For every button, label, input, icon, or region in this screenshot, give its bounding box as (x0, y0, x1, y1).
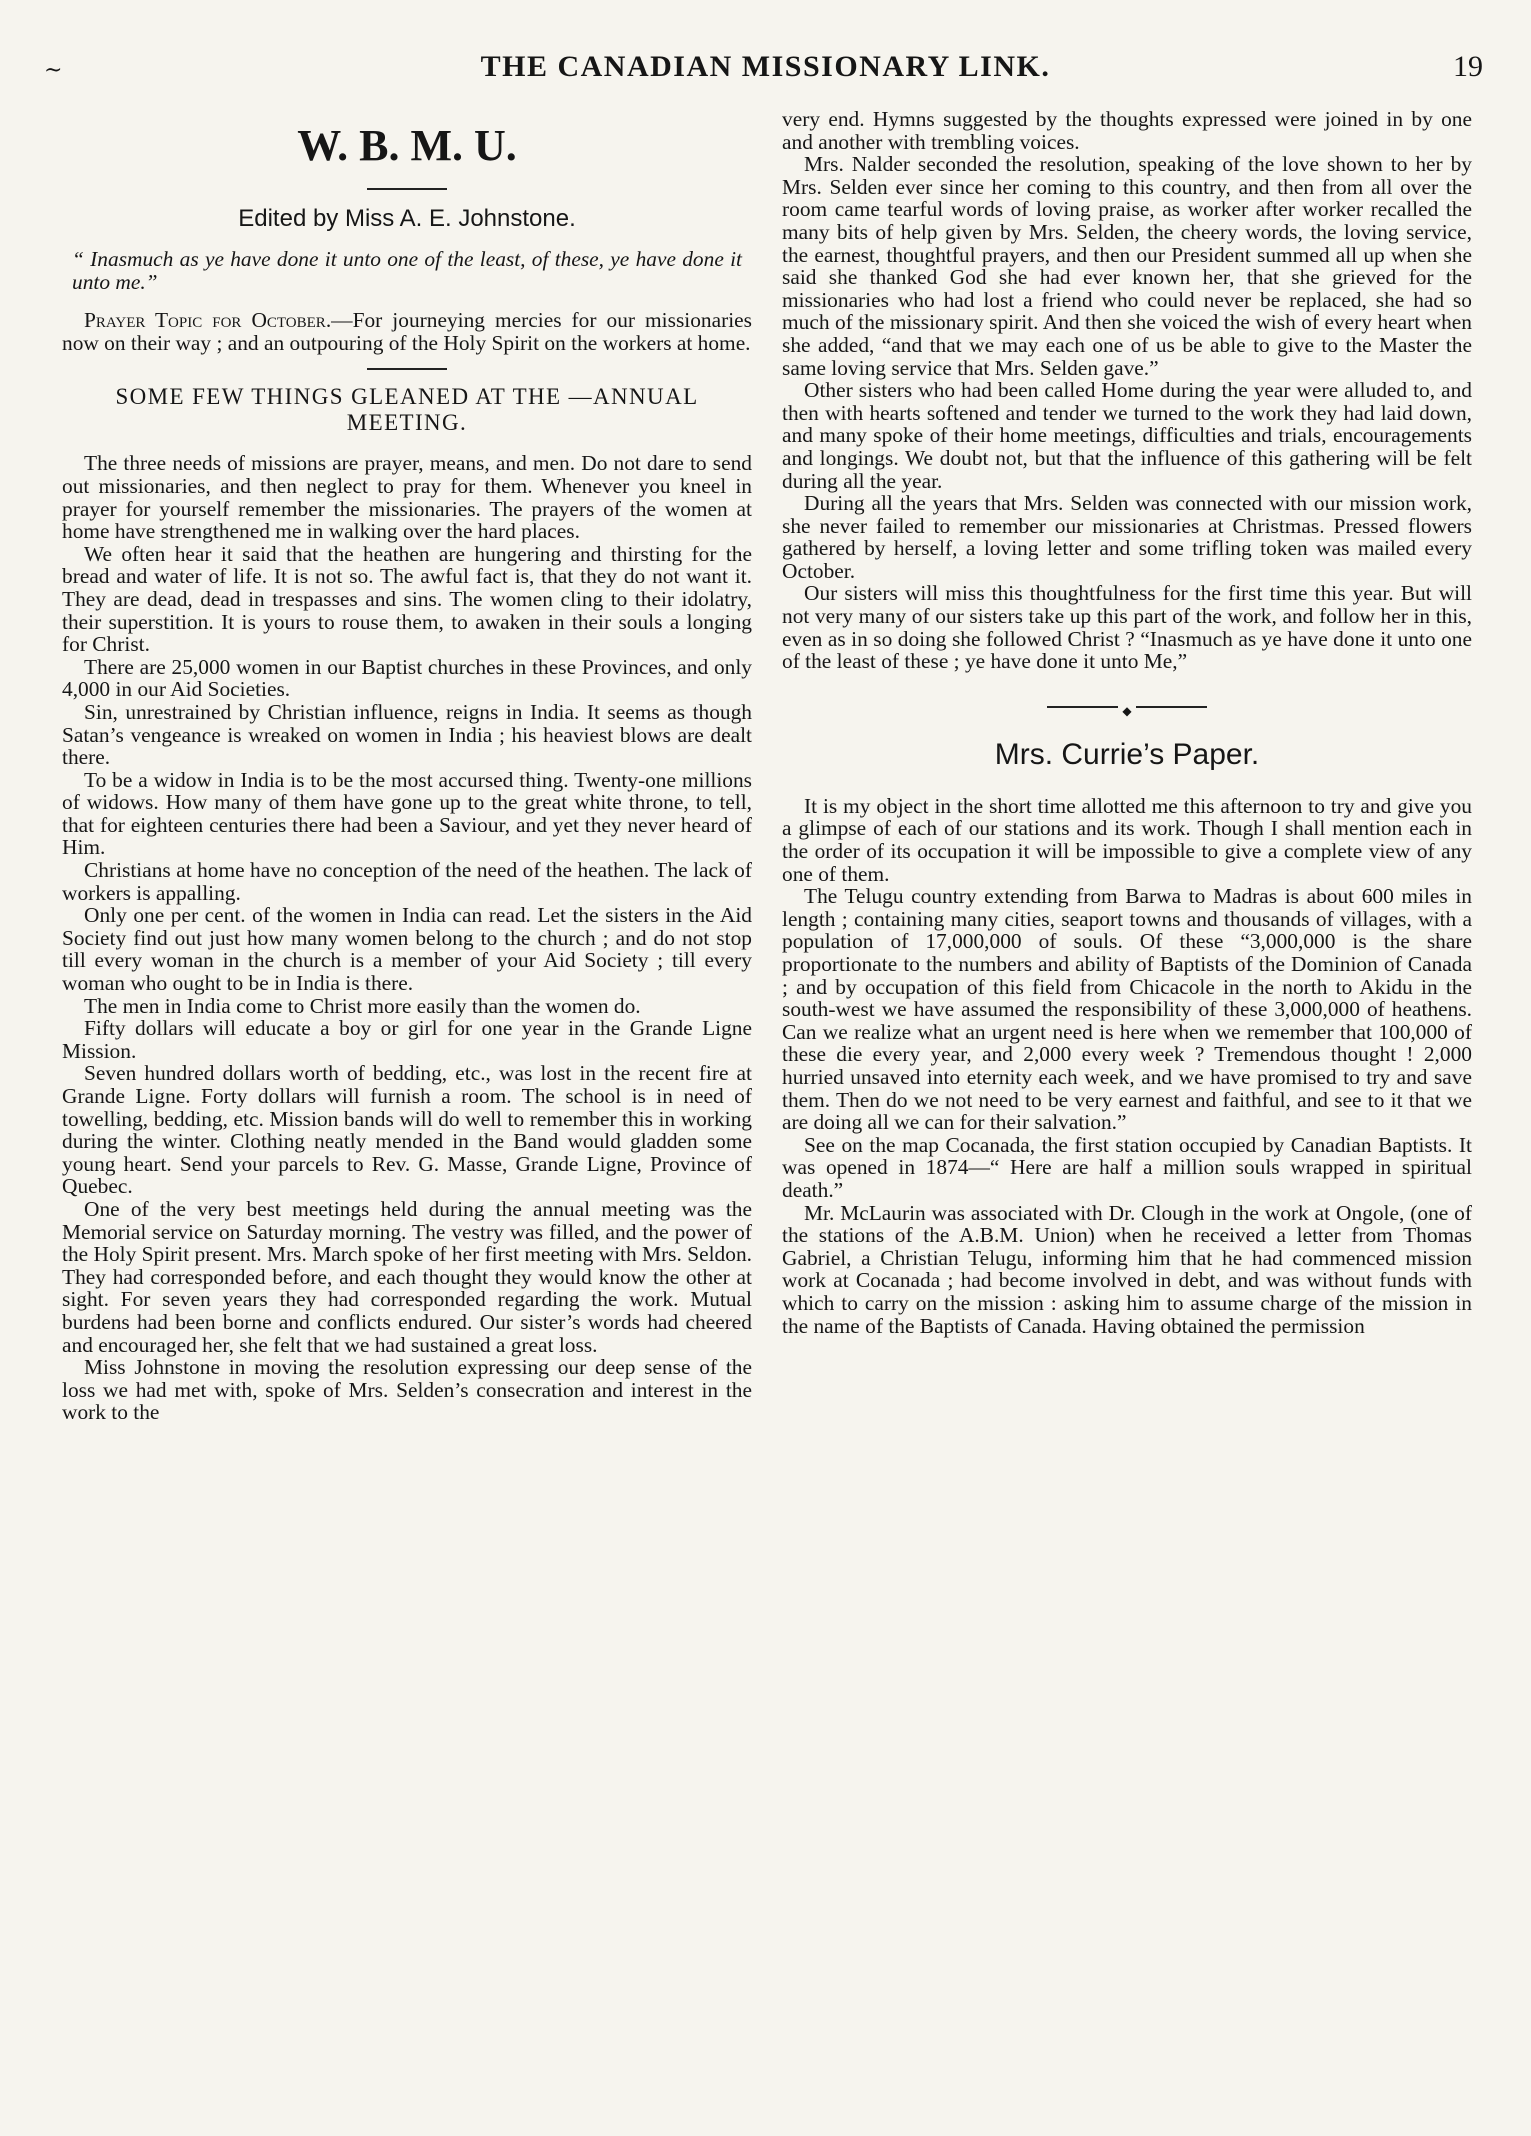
paragraph: See on the map Cocanada, the first station occupied by Canadian Baptists. It was opened in 1874—“ Here are half a million souls wrapped in spiritual death.” (782, 1132, 1472, 1202)
paper-title: Mrs. Currie’s Paper. (994, 737, 1260, 771)
paragraph: There are 25,000 women in our Baptist churches in these Provinces, and only 4,000 in our Aid Societies. (62, 654, 752, 702)
decorative-dash: ~ (44, 58, 63, 83)
paragraph: Christians at home have no conception of the need of the heathen. The lack of workers is appalling. (62, 858, 752, 905)
paragraph: Fifty dollars will educate a boy or girl for one year in the Grande Ligne Mission. (62, 1016, 752, 1063)
paragraph: It is my object in the short time allotted me this afternoon to try and give you a glimpse of each of our stations and its work. Though I shall mention each in the order of its occupation it will be impossible to give a complete view of any one of them. (782, 793, 1472, 886)
paragraph: The men in India come to Christ more easily than the women do. (84, 993, 641, 1018)
divider (367, 368, 447, 370)
paragraph: To be a widow in India is to be the most accursed thing. Twenty-one millions of widows. How many of them have gone up to the great white throne, to tell, that for eighteen centuries there had been a Saviour, and yet they never heard of Him. (62, 767, 752, 860)
divider (367, 188, 447, 190)
right-column (782, 108, 1472, 2106)
paragraph: Sin, unrestrained by Christian influence, reigns in India. It seems as though Satan’s vengeance is wreaked on women in India ; his heaviest blows are dealt there. (62, 699, 752, 770)
prayer-topic-text: —For journeying mercies for our missionaries now on their way ; and an outpouring of the Holy Spirit on the workers at home. (62, 308, 752, 355)
motto: “ Inasmuch as ye have done it unto one of the least, of these, ye have done it unto me.” (72, 247, 742, 294)
diamond-ornament-icon: ◆ (1118, 704, 1135, 718)
paragraph: very end. Hymns suggested by the thoughts expressed were joined in by one and another with trembling voices. (782, 108, 1472, 154)
ornamental-divider (1047, 703, 1207, 718)
editor-line: Edited by Miss A. E. Johnstone. (238, 205, 576, 232)
paragraph: The Telugu country extending from Barwa to Madras is about 600 miles in length ; containing many cities, seaport towns and thousands of villages, with a population of 17,000,000 of souls. Of these “3,000,000 is the share proportionate to the numbers and ability of Baptists of the Dominion of Canada ; and by occupation of this field from Chicacole in the north to Akidu in the south-west we have assumed the responsibility of these 3,000,000 of heathens. Can we realize what an urgent need is here when we remember that 100,000 of these die every year, and 2,000 every week ? Tremendous thought ! 2,000 hurried unsaved into eternity each week, and we have promised to try and save them. Then do we not need to be very earnest and faithful, and see to it that we are doing all we can for their salvation.” (782, 884, 1472, 1135)
paragraph: Seven hundred dollars worth of bedding, etc., was lost in the recent fire at Grande Ligne. Forty dollars will furnish a room. The school is in need of towelling, bedding, etc. Mission bands will do well to remember this in working during the winter. Clothing neatly mended in the Band would gladden some young heart. Send your parcels to Rev. G. Masse, Grande Ligne, Province of Quebec. (62, 1061, 752, 1199)
prayer-topic-label: Prayer Topic for October. (84, 308, 332, 333)
paragraph: One of the very best meetings held during the annual meeting was the Memorial service on Saturday morning. The vestry was filled, and the power of the Holy Spirit present. Mrs. March spoke of her first meeting with Mrs. Seldon. They had corresponded before, and each thought they would know the other at sight. For seven years they had corresponded regarding the work. Mutual burdens had been borne and conflicts endured. Our sister’s words had cheered and encouraged her, she felt that we had sustained a great loss. (62, 1196, 752, 1357)
paragraph: Mrs. Nalder seconded the resolution, speaking of the love shown to her by Mrs. Selden ever since her coming to this country, and then from all over the room came tearful words of loving praise, as worker after worker recalled the many bits of help given by Mrs. Selden, the cheery words, the loving service, the earnest, thoughtful prayers, and then our President summed all up when she said she thanked God she had ever known her, that she grieved for the missionaries who had lost a friend who could never be replaced, she had so much of the missionary spirit. And then she voiced the wish of every heart when she added, “and that we may each one of us be able to give to the Master the same loving service that Mrs. Selden gave.” (782, 152, 1472, 380)
paragraph: Mr. McLaurin was associated with Dr. Clough in the work at Ongole, (one of the stations of the A.B.M. Union) when he received a letter from Thomas Gabriel, a Christian Telugu, informing him that he had commenced mission work at Cocanada ; had become involved in debt, and was without funds with which to carry on the mission : asking him to assume charge of the mission in the name of the Baptists of Canada. Having obtained the permission (782, 1200, 1472, 1338)
article-title: SOME FEW THINGS GLEANED AT THE —ANNUAL MEETING. (115, 384, 699, 436)
paragraph: Other sisters who had been called Home during the year were alluded to, and then with hearts softened and tender we turned to the work they had laid down, and many spoke of their home meetings, difficulties and trials, encouragements and longings. We doubt not, but that the influence of this gathering will be felt during all the year. (782, 378, 1472, 493)
page-number: 19 (1453, 50, 1483, 83)
paragraph: The three needs of missions are prayer, means, and men. Do not dare to send out missionaries, and then neglect to pray for them. Whenever you kneel in prayer for yourself remember the missionaries. The prayers of the women at home have strengthened me in walking over the hard places. (62, 451, 752, 544)
paragraph: Our sisters will miss this thoughtfulness for the first time this year. But will not very many of our sisters take up this part of the work, and follow her in this, even as in so doing she followed Christ ? “Inasmuch as ye have done it unto one of the least of these ; ye have done it unto Me,” (782, 581, 1472, 674)
paragraph: During all the years that Mrs. Selden was connected with our mission work, she never failed to remember our missionaries at Christmas. Pressed flowers gathered by herself, a loving letter and some trifling token was mailed every October. (782, 491, 1472, 583)
paragraph: Only one per cent. of the women in India can read. Let the sisters in the Aid Society find out just how many women belong to the church ; and do not stop till every woman in the church is a member of your Aid Society ; till every woman who ought to be in India is there. (62, 903, 752, 996)
journal-title: THE CANADIAN MISSIONARY LINK. (480, 50, 1051, 83)
paragraph: We often hear it said that the heathen are hungering and thirsting for the bread and water of life. It is not so. The awful fact is, that they do not want it. They are dead, dead in trespasses and sins. The women cling to their idolatry, their superstition. It is yours to rouse them, to awaken in their souls a longing for Christ. (62, 541, 752, 657)
section-title: W. B. M. U. (297, 121, 517, 170)
paragraph: Miss Johnstone in moving the resolution expressing our deep sense of the loss we had met with, spoke of Mrs. Selden’s consecration and interest in the work to the (62, 1355, 752, 1425)
running-head (40, 50, 1491, 90)
prayer-topic (62, 309, 752, 354)
left-column (62, 108, 752, 2106)
